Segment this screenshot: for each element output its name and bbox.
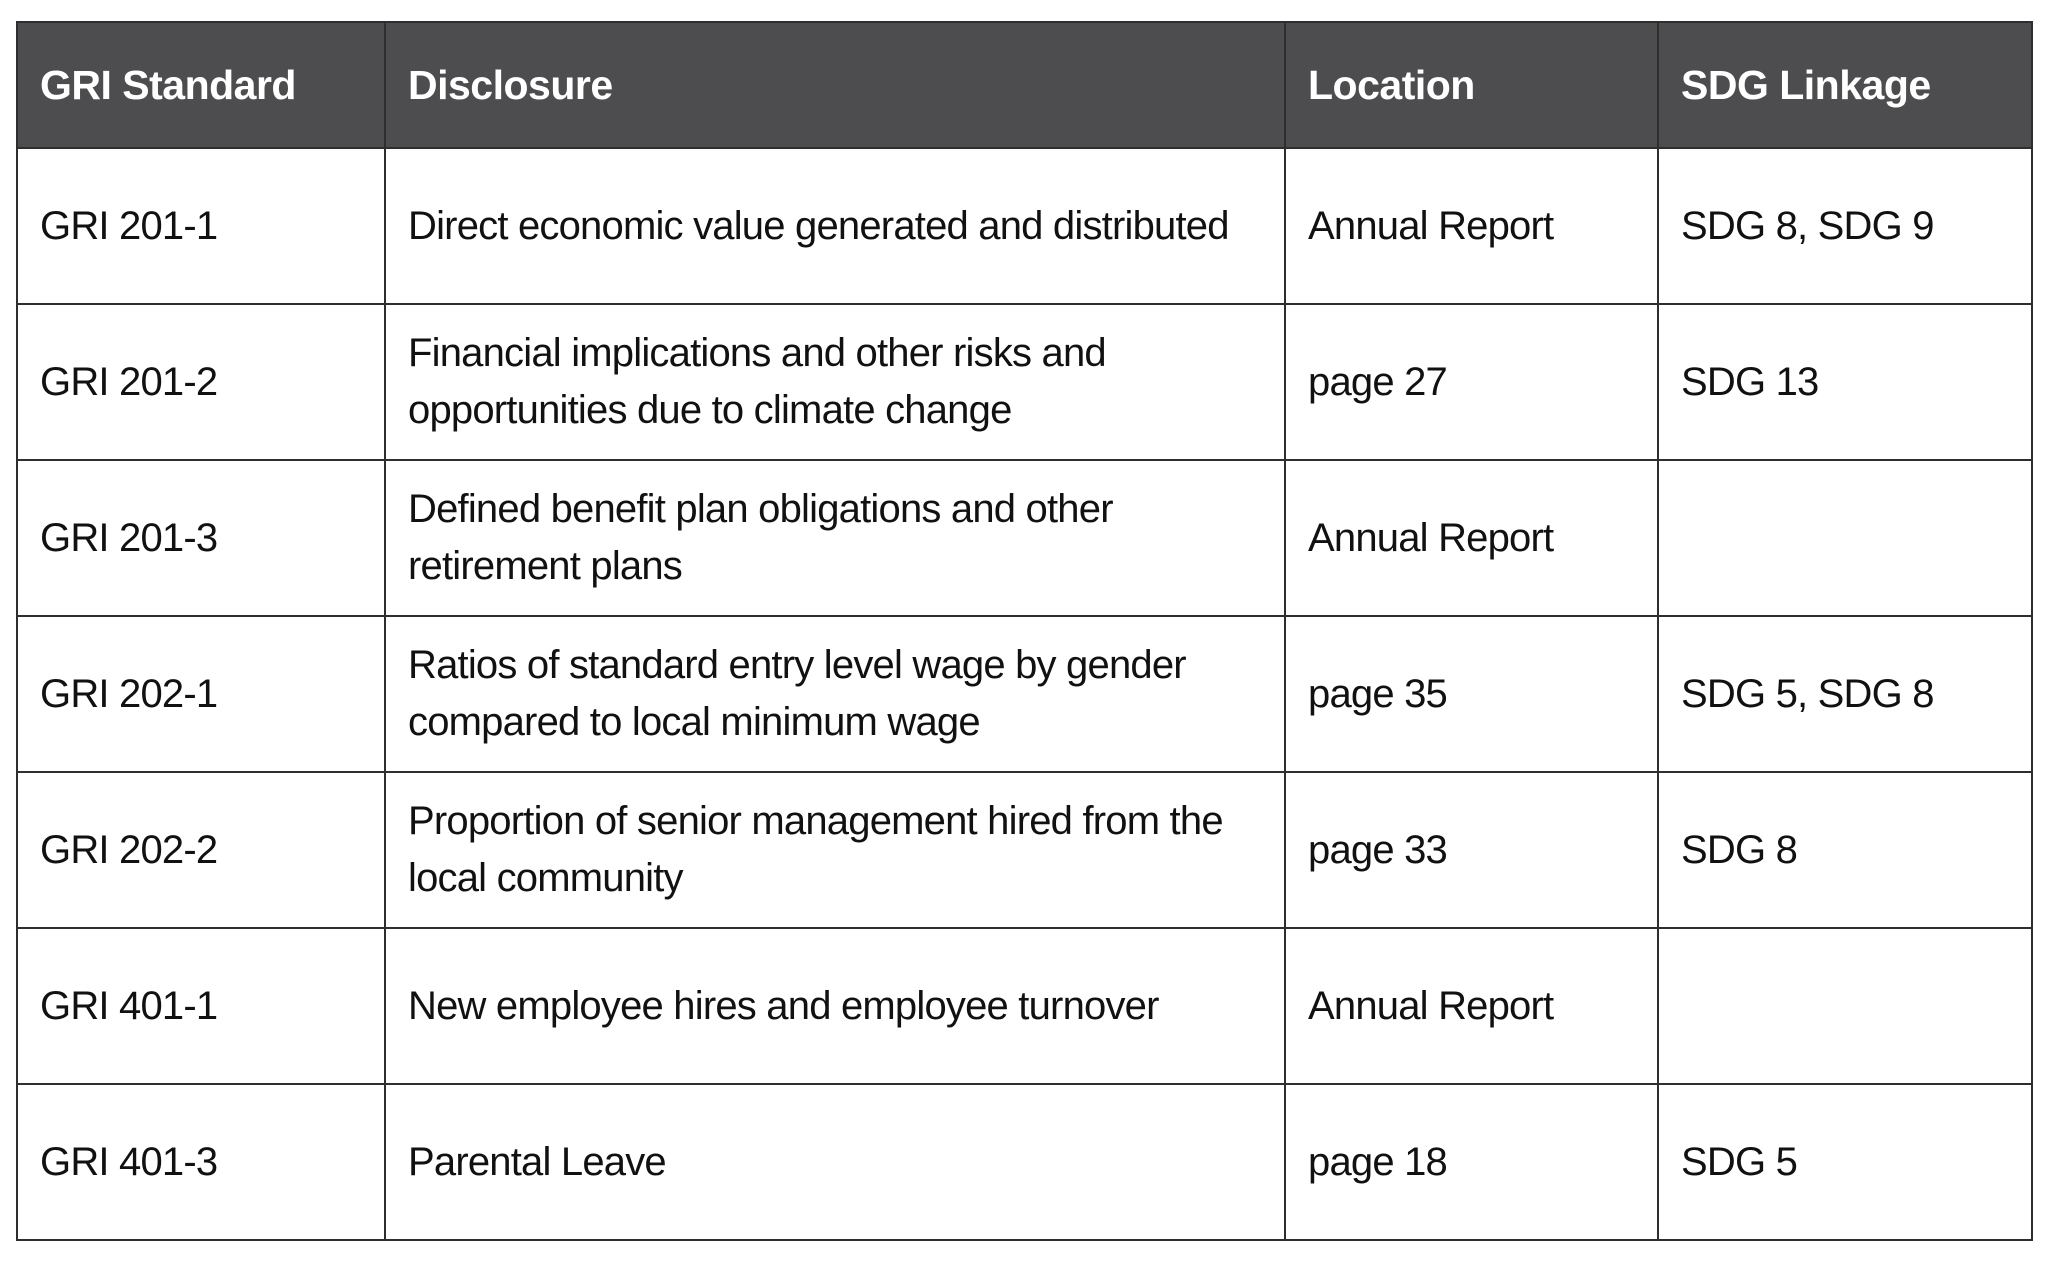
cell-location: page 35 bbox=[1285, 616, 1658, 772]
table-row bbox=[17, 772, 2032, 928]
table-row bbox=[17, 616, 2032, 772]
cell-location: page 27 bbox=[1285, 304, 1658, 460]
header-gri-standard: GRI Standard bbox=[17, 22, 385, 148]
cell-standard: GRI 401-3 bbox=[17, 1084, 385, 1240]
cell-standard: GRI 202-2 bbox=[17, 772, 385, 928]
header-location: Location bbox=[1285, 22, 1658, 148]
cell-disclosure: New employee hires and employee turnover bbox=[385, 928, 1285, 1084]
cell-disclosure: Proportion of senior management hired from the local community bbox=[385, 772, 1285, 928]
header-row bbox=[17, 22, 2032, 148]
cell-disclosure: Defined benefit plan obligations and other retirement plans bbox=[385, 460, 1285, 616]
cell-standard: GRI 201-2 bbox=[17, 304, 385, 460]
cell-sdg: SDG 8 bbox=[1658, 772, 2032, 928]
cell-disclosure: Direct economic value generated and distributed bbox=[385, 148, 1285, 304]
table-row bbox=[17, 148, 2032, 304]
cell-sdg: SDG 5 bbox=[1658, 1084, 2032, 1240]
cell-disclosure: Parental Leave bbox=[385, 1084, 1285, 1240]
cell-disclosure: Ratios of standard entry level wage by gender compared to local minimum wage bbox=[385, 616, 1285, 772]
cell-sdg: SDG 5, SDG 8 bbox=[1658, 616, 2032, 772]
header-sdg-linkage: SDG Linkage bbox=[1658, 22, 2032, 148]
cell-location: page 33 bbox=[1285, 772, 1658, 928]
cell-standard: GRI 201-1 bbox=[17, 148, 385, 304]
gri-index-table bbox=[16, 21, 2033, 1241]
table-row bbox=[17, 928, 2032, 1084]
cell-location: Annual Report bbox=[1285, 460, 1658, 616]
cell-location: page 18 bbox=[1285, 1084, 1658, 1240]
cell-standard: GRI 401-1 bbox=[17, 928, 385, 1084]
table-row bbox=[17, 304, 2032, 460]
header-disclosure: Disclosure bbox=[385, 22, 1285, 148]
cell-sdg: SDG 8, SDG 9 bbox=[1658, 148, 2032, 304]
cell-location: Annual Report bbox=[1285, 148, 1658, 304]
cell-sdg: SDG 13 bbox=[1658, 304, 2032, 460]
cell-location: Annual Report bbox=[1285, 928, 1658, 1084]
cell-sdg bbox=[1658, 928, 2032, 1084]
table-row bbox=[17, 1084, 2032, 1240]
table-row bbox=[17, 460, 2032, 616]
cell-disclosure: Financial implications and other risks and opportunities due to climate change bbox=[385, 304, 1285, 460]
cell-standard: GRI 201-3 bbox=[17, 460, 385, 616]
cell-standard: GRI 202-1 bbox=[17, 616, 385, 772]
cell-sdg bbox=[1658, 460, 2032, 616]
